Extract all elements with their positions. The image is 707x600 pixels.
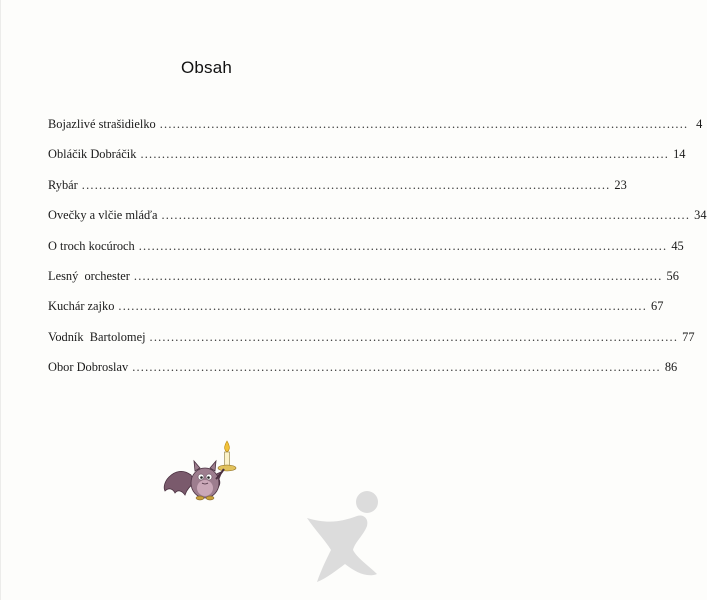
toc-leader-dots: ........................................................................................................................... [138, 238, 668, 253]
toc-entry[interactable] [48, 177, 627, 208]
table-of-contents [48, 117, 707, 391]
toc-leader-dots: ........................................................................................................................... [140, 147, 670, 162]
toc-entry-page: 56 [666, 268, 679, 283]
toc-entry-page: 4 [696, 117, 703, 131]
toc-entry-page: 23 [614, 177, 627, 192]
toc-entry-page: 67 [651, 299, 664, 314]
toc-entry[interactable] [48, 117, 703, 147]
toc-entry[interactable] [48, 208, 707, 238]
toc-entry-title: Kuchár zajko [48, 299, 115, 314]
toc-entry-page: 14 [673, 147, 686, 162]
toc-leader-dots: ........................................................................................................................... [161, 208, 691, 223]
toc-entry[interactable] [48, 299, 664, 329]
toc-entry-page: 45 [671, 238, 684, 253]
toc-entry-title: Vodník Bartolomej [48, 329, 146, 344]
toc-entry[interactable] [48, 238, 684, 269]
toc-entry-page: 34 [694, 208, 707, 223]
publisher-figure-logo [297, 488, 389, 584]
toc-entry[interactable] [48, 360, 678, 390]
toc-leader-dots: ........................................................................................................................... [159, 117, 689, 131]
toc-leader-dots: ........................................................................................................................... [149, 329, 679, 344]
toc-entry[interactable] [48, 329, 695, 360]
toc-entry-title: Obláčik Dobráčik [48, 147, 137, 162]
toc-entry[interactable] [48, 268, 679, 299]
toc-leader-dots: ........................................................................................................................... [133, 268, 663, 283]
toc-leader-dots: ........................................................................................................................... [81, 177, 611, 192]
toc-entry-title: Ovečky a vlčie mláďa [48, 208, 158, 223]
toc-entry[interactable] [48, 147, 686, 177]
toc-entry-page: 86 [664, 360, 678, 375]
toc-leader-dots: ........................................................................................................................... [132, 360, 661, 375]
page-title: Obsah [180, 58, 233, 77]
toc-entry-title: Bojazlivé strašidielko [48, 117, 156, 131]
toc-entry-page: 77 [682, 329, 695, 344]
toc-entry-title: O troch kocúroch [48, 238, 135, 253]
bat-holding-candle-icon [161, 435, 247, 507]
toc-entry-title: Obor Dobroslav [48, 360, 129, 375]
toc-leader-dots: ........................................................................................................................... [118, 299, 648, 314]
toc-entry-title: Lesný orchester [48, 268, 130, 283]
toc-entry-title: Rybár [48, 177, 78, 192]
